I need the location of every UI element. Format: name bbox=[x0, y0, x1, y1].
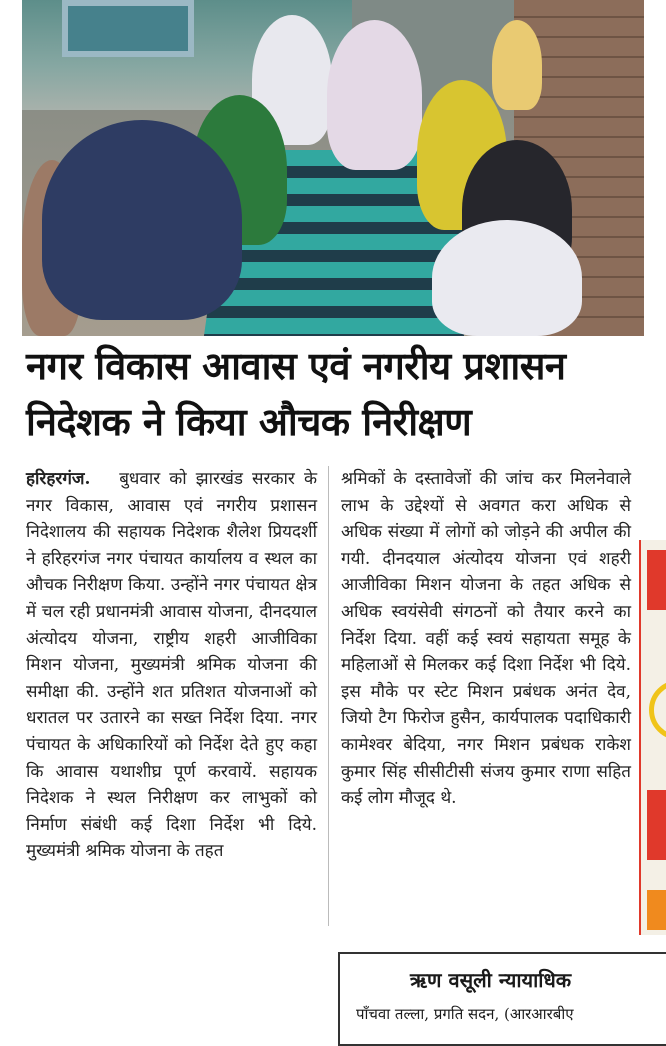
dateline: हरिहरगंज. bbox=[26, 469, 120, 489]
column-divider bbox=[328, 466, 329, 926]
headline-line-1: नगर विकास आवास एवं नगरीय प्रशासन bbox=[26, 344, 566, 388]
headline-line-2: निदेशक ने किया औचक निरीक्षण bbox=[26, 400, 472, 444]
photo-door bbox=[62, 0, 194, 57]
notice-box bbox=[338, 952, 666, 1046]
ad-orange-block bbox=[647, 890, 666, 930]
photo-person bbox=[432, 220, 582, 336]
notice-title: ऋण वसूली न्यायाधिक bbox=[410, 968, 572, 992]
photo-person bbox=[492, 20, 542, 110]
headline bbox=[26, 338, 646, 450]
photo-person bbox=[42, 120, 242, 320]
article-text-right: श्रमिकों के दस्तावेजों की जांच कर मिलनेवाले लाभ के उद्देश्यों से अवगत करा अधिक से अधिक संख्या में लोगों को जोड़ने की अपील की गयी. दीनदयाल अंत्योदय योजना एवं शहरी आजीविका मिशन योजना के तहत अधिक से अधिक स्वयंसेवी संगठनों को तैयार करने का निर्देश दिया. वहीं कई स्वयं सहायता समूह के महिलाओं से मिलकर कई दिशा निर्देश भी दिये. इस मौके पर स्टेट मिशन प्रबंधक अनंत देव, जियो टैग फिरोज हुसैन, कार्यपालक पदाधिकारी कामेश्वर बेदिया, नगर मिशन प्रबंधक राकेश कुमार सिंह सीसीटीसी संजय कुमार राणा सहित कई लोग मौजूद थे. bbox=[341, 469, 631, 809]
article-text-left: बुधवार को झारखंड सरकार के नगर विकास, आवास एवं नगरीय प्रशासन निदेशालय की सहायक निदेशक शैलेश प्रियदर्शी ने हरिहरगंज नगर पंचायत कार्यालय व स्थल का औचक निरीक्षण किया. उन्होंने नगर पंचायत क्षेत्र में चल रही प्रधानमंत्री आवास योजना, दीनदयाल अंत्योदय योजना, राष्ट्रीय शहरी आजीविका मिशन योजना, मुख्यमंत्री श्रमिक योजना की समीक्षा की. उन्होंने शत प्रतिशत योजनाओं को धरातल पर उतारने का सख्त निर्देश दिया. नगर पंचायत के अधिकारियों को निर्देश देते हुए कहा कि आवास यथाशीघ्र पूर्ण करवायें. सहायक निदेशक ने स्थल निरीक्षण कर लाभुकों को निर्माण संबंधी कई दिशा निर्देश भी दिये. मुख्यमंत्री श्रमिक योजना के तहत bbox=[26, 469, 317, 862]
notice-subtitle: पाँचवा तल्ला, प्रगति सदन, (आरआरबीए bbox=[356, 1005, 574, 1023]
news-photo bbox=[22, 0, 644, 336]
advertisement-strip bbox=[639, 540, 666, 935]
ad-ring bbox=[649, 680, 666, 740]
ad-red-block bbox=[647, 550, 666, 610]
article-column-left bbox=[26, 466, 317, 865]
ad-red-block bbox=[647, 790, 666, 860]
article-column-right bbox=[341, 466, 631, 812]
photo-person bbox=[327, 20, 422, 170]
